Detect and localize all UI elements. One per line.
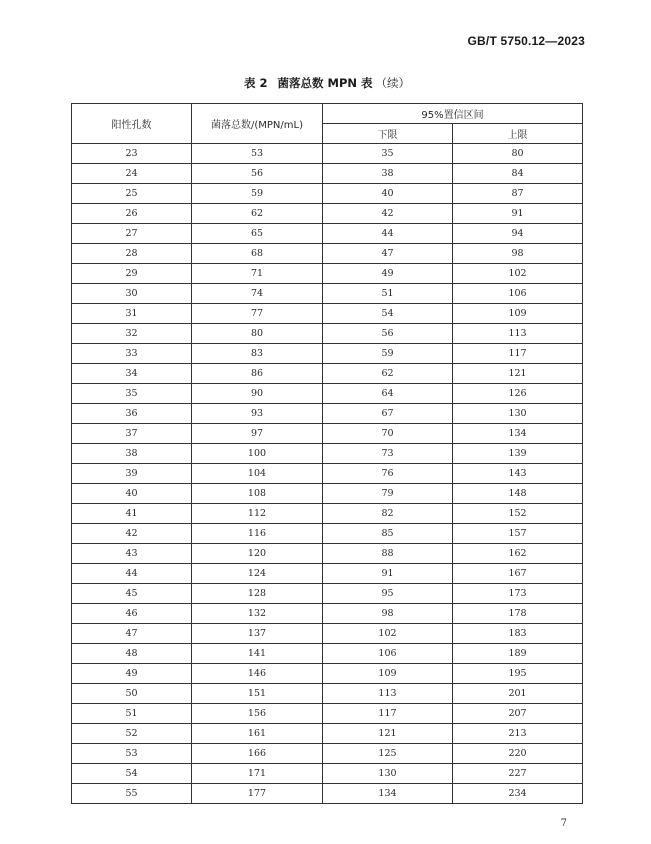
table-row	[72, 764, 583, 784]
col-header-total-colonies: 菌落总数/(MPN/mL)	[192, 104, 323, 144]
cell-total-colonies: 59	[192, 184, 323, 204]
cell-lower-limit: 134	[323, 784, 453, 804]
cell-total-colonies: 166	[192, 744, 323, 764]
cell-upper-limit: 102	[453, 264, 583, 284]
table-row	[72, 284, 583, 304]
cell-lower-limit: 79	[323, 484, 453, 504]
cell-lower-limit: 38	[323, 164, 453, 184]
cell-upper-limit: 139	[453, 444, 583, 464]
cell-positive-wells: 42	[72, 524, 192, 544]
cell-positive-wells: 48	[72, 644, 192, 664]
cell-positive-wells: 30	[72, 284, 192, 304]
table-row	[72, 744, 583, 764]
table-row	[72, 644, 583, 664]
table-row	[72, 164, 583, 184]
cell-upper-limit: 227	[453, 764, 583, 784]
cell-total-colonies: 80	[192, 324, 323, 344]
table-row	[72, 344, 583, 364]
cell-total-colonies: 112	[192, 504, 323, 524]
table-title-continued: （续）	[375, 76, 411, 90]
cell-upper-limit: 213	[453, 724, 583, 744]
table-row	[72, 144, 583, 164]
cell-upper-limit: 80	[453, 144, 583, 164]
cell-total-colonies: 146	[192, 664, 323, 684]
cell-lower-limit: 54	[323, 304, 453, 324]
cell-total-colonies: 86	[192, 364, 323, 384]
table-row	[72, 524, 583, 544]
cell-total-colonies: 116	[192, 524, 323, 544]
table-row	[72, 404, 583, 424]
cell-positive-wells: 31	[72, 304, 192, 324]
cell-lower-limit: 62	[323, 364, 453, 384]
cell-total-colonies: 171	[192, 764, 323, 784]
table-row	[72, 544, 583, 564]
table-row	[72, 484, 583, 504]
cell-upper-limit: 126	[453, 384, 583, 404]
cell-total-colonies: 156	[192, 704, 323, 724]
table-row	[72, 264, 583, 284]
cell-upper-limit: 183	[453, 624, 583, 644]
cell-upper-limit: 152	[453, 504, 583, 524]
table-row	[72, 204, 583, 224]
cell-lower-limit: 47	[323, 244, 453, 264]
table-row	[72, 604, 583, 624]
cell-total-colonies: 97	[192, 424, 323, 444]
cell-total-colonies: 161	[192, 724, 323, 744]
cell-positive-wells: 34	[72, 364, 192, 384]
table-title	[0, 75, 651, 91]
cell-total-colonies: 108	[192, 484, 323, 504]
table-row	[72, 564, 583, 584]
cell-upper-limit: 195	[453, 664, 583, 684]
table-title-label: 表 2	[243, 76, 268, 90]
cell-positive-wells: 54	[72, 764, 192, 784]
table-title-text: 菌落总数 MPN 表	[277, 76, 373, 90]
cell-upper-limit: 84	[453, 164, 583, 184]
cell-positive-wells: 29	[72, 264, 192, 284]
table-row	[72, 724, 583, 744]
table-row	[72, 444, 583, 464]
mpn-table	[71, 103, 583, 804]
table-row	[72, 324, 583, 344]
cell-lower-limit: 109	[323, 664, 453, 684]
cell-lower-limit: 113	[323, 684, 453, 704]
cell-positive-wells: 36	[72, 404, 192, 424]
cell-upper-limit: 91	[453, 204, 583, 224]
cell-total-colonies: 77	[192, 304, 323, 324]
cell-lower-limit: 85	[323, 524, 453, 544]
cell-upper-limit: 173	[453, 584, 583, 604]
cell-positive-wells: 39	[72, 464, 192, 484]
cell-positive-wells: 55	[72, 784, 192, 804]
cell-upper-limit: 178	[453, 604, 583, 624]
cell-upper-limit: 143	[453, 464, 583, 484]
cell-total-colonies: 124	[192, 564, 323, 584]
cell-positive-wells: 38	[72, 444, 192, 464]
table-row	[72, 244, 583, 264]
col-header-confidence-interval: 95%置信区间	[323, 104, 583, 124]
cell-positive-wells: 51	[72, 704, 192, 724]
cell-upper-limit: 189	[453, 644, 583, 664]
cell-lower-limit: 64	[323, 384, 453, 404]
cell-positive-wells: 50	[72, 684, 192, 704]
col-header-lower-limit: 下限	[323, 124, 453, 144]
cell-lower-limit: 95	[323, 584, 453, 604]
cell-total-colonies: 177	[192, 784, 323, 804]
cell-upper-limit: 234	[453, 784, 583, 804]
cell-lower-limit: 40	[323, 184, 453, 204]
standard-code: GB/T 5750.12—2023	[467, 34, 585, 48]
table-body	[72, 144, 583, 804]
cell-upper-limit: 117	[453, 344, 583, 364]
cell-lower-limit: 121	[323, 724, 453, 744]
cell-lower-limit: 76	[323, 464, 453, 484]
cell-upper-limit: 167	[453, 564, 583, 584]
cell-total-colonies: 74	[192, 284, 323, 304]
col-header-upper-limit: 上限	[453, 124, 583, 144]
cell-positive-wells: 24	[72, 164, 192, 184]
cell-total-colonies: 53	[192, 144, 323, 164]
cell-total-colonies: 151	[192, 684, 323, 704]
cell-lower-limit: 44	[323, 224, 453, 244]
cell-positive-wells: 52	[72, 724, 192, 744]
cell-total-colonies: 56	[192, 164, 323, 184]
cell-upper-limit: 109	[453, 304, 583, 324]
page-number: 7	[560, 818, 567, 829]
table-row	[72, 424, 583, 444]
cell-total-colonies: 137	[192, 624, 323, 644]
col-header-positive-wells: 阳性孔数	[72, 104, 192, 144]
cell-total-colonies: 104	[192, 464, 323, 484]
cell-lower-limit: 51	[323, 284, 453, 304]
cell-upper-limit: 207	[453, 704, 583, 724]
cell-total-colonies: 141	[192, 644, 323, 664]
table-row	[72, 384, 583, 404]
cell-upper-limit: 94	[453, 224, 583, 244]
table-row	[72, 504, 583, 524]
cell-positive-wells: 41	[72, 504, 192, 524]
table-row	[72, 304, 583, 324]
cell-lower-limit: 91	[323, 564, 453, 584]
cell-positive-wells: 37	[72, 424, 192, 444]
cell-total-colonies: 120	[192, 544, 323, 564]
cell-positive-wells: 35	[72, 384, 192, 404]
cell-total-colonies: 90	[192, 384, 323, 404]
cell-total-colonies: 83	[192, 344, 323, 364]
cell-positive-wells: 23	[72, 144, 192, 164]
cell-lower-limit: 70	[323, 424, 453, 444]
cell-upper-limit: 98	[453, 244, 583, 264]
cell-lower-limit: 125	[323, 744, 453, 764]
cell-lower-limit: 102	[323, 624, 453, 644]
cell-lower-limit: 35	[323, 144, 453, 164]
cell-positive-wells: 45	[72, 584, 192, 604]
table-row	[72, 584, 583, 604]
cell-positive-wells: 26	[72, 204, 192, 224]
table-header	[72, 104, 583, 144]
cell-lower-limit: 73	[323, 444, 453, 464]
cell-positive-wells: 46	[72, 604, 192, 624]
cell-upper-limit: 162	[453, 544, 583, 564]
table-row	[72, 784, 583, 804]
cell-positive-wells: 27	[72, 224, 192, 244]
cell-lower-limit: 42	[323, 204, 453, 224]
cell-lower-limit: 82	[323, 504, 453, 524]
cell-upper-limit: 106	[453, 284, 583, 304]
cell-total-colonies: 128	[192, 584, 323, 604]
cell-upper-limit: 121	[453, 364, 583, 384]
cell-upper-limit: 201	[453, 684, 583, 704]
cell-lower-limit: 59	[323, 344, 453, 364]
cell-positive-wells: 53	[72, 744, 192, 764]
cell-upper-limit: 134	[453, 424, 583, 444]
table-row	[72, 464, 583, 484]
cell-upper-limit: 220	[453, 744, 583, 764]
cell-upper-limit: 148	[453, 484, 583, 504]
table-row	[72, 624, 583, 644]
cell-upper-limit: 157	[453, 524, 583, 544]
cell-total-colonies: 100	[192, 444, 323, 464]
cell-lower-limit: 88	[323, 544, 453, 564]
cell-lower-limit: 67	[323, 404, 453, 424]
table-row	[72, 684, 583, 704]
cell-positive-wells: 43	[72, 544, 192, 564]
cell-total-colonies: 93	[192, 404, 323, 424]
table-row	[72, 184, 583, 204]
cell-positive-wells: 32	[72, 324, 192, 344]
cell-total-colonies: 65	[192, 224, 323, 244]
cell-positive-wells: 49	[72, 664, 192, 684]
cell-total-colonies: 62	[192, 204, 323, 224]
cell-positive-wells: 44	[72, 564, 192, 584]
cell-positive-wells: 25	[72, 184, 192, 204]
cell-lower-limit: 117	[323, 704, 453, 724]
cell-total-colonies: 132	[192, 604, 323, 624]
cell-upper-limit: 130	[453, 404, 583, 424]
cell-positive-wells: 40	[72, 484, 192, 504]
table-row	[72, 364, 583, 384]
cell-total-colonies: 71	[192, 264, 323, 284]
cell-positive-wells: 33	[72, 344, 192, 364]
table-row	[72, 224, 583, 244]
cell-lower-limit: 49	[323, 264, 453, 284]
table-row	[72, 664, 583, 684]
cell-lower-limit: 98	[323, 604, 453, 624]
cell-upper-limit: 113	[453, 324, 583, 344]
cell-positive-wells: 28	[72, 244, 192, 264]
cell-total-colonies: 68	[192, 244, 323, 264]
cell-upper-limit: 87	[453, 184, 583, 204]
cell-lower-limit: 106	[323, 644, 453, 664]
cell-positive-wells: 47	[72, 624, 192, 644]
cell-lower-limit: 130	[323, 764, 453, 784]
table-row	[72, 704, 583, 724]
cell-lower-limit: 56	[323, 324, 453, 344]
